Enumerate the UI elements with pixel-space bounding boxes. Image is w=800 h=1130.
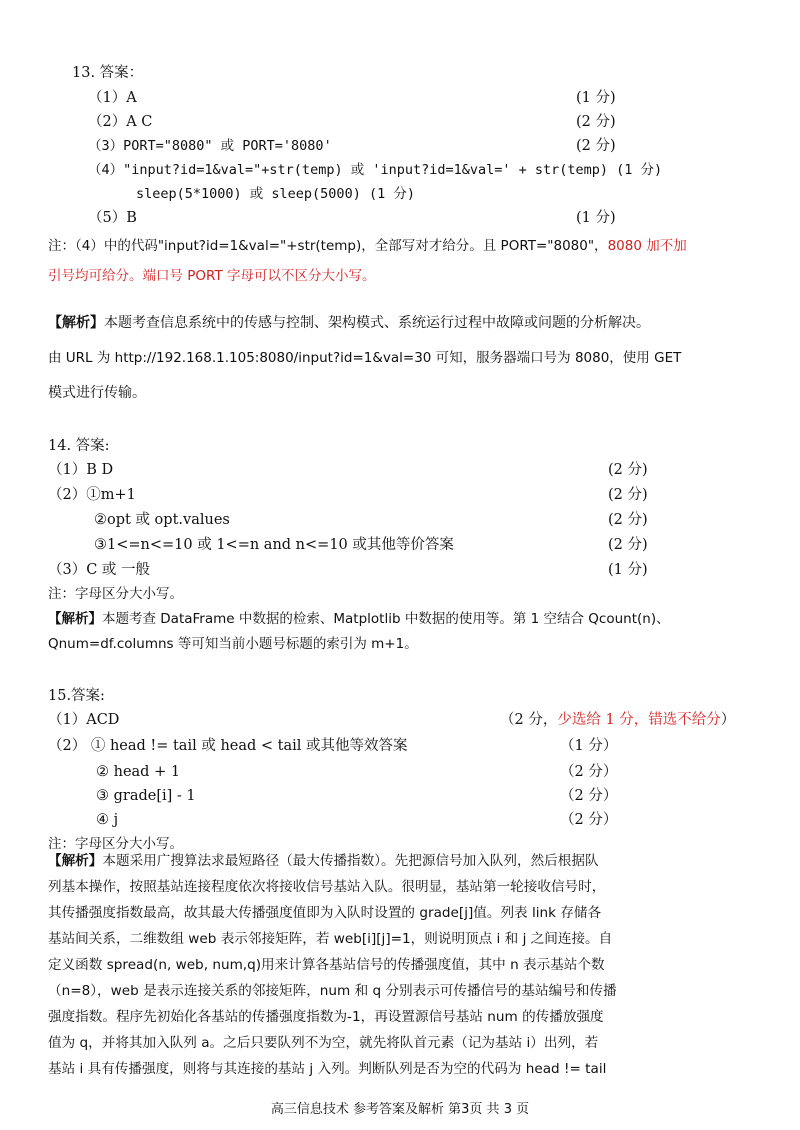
q13-item-3-score: (2 分) bbox=[576, 138, 616, 154]
q15-analysis-line-8: 值为 q，并将其加入队列 a。之后只要队列不为空，就先将队首元素（记为基站 i）出列，若 bbox=[48, 1035, 599, 1051]
q15-analysis-line-7: 强度指数。程序先初始化各基站的传播强度指数为-1，再设置源信号基站 num 的传播放强度 bbox=[48, 1009, 604, 1025]
q13-item-5: （5）B bbox=[88, 210, 137, 226]
q15-analysis-line-9: 基站 i 具有传播强度，则将与其连接的基站 j 入列。判断队列是否为空的代码为 head != tail bbox=[48, 1061, 607, 1077]
q15-item-1-score-c: ） bbox=[720, 712, 736, 728]
q14-item-2-score: (2 分) bbox=[608, 487, 648, 503]
q15-analysis-line-2: 列基本操作，按照基站连接程度依次将接收信号基站入队。很明显，基站第一轮接收信号时， bbox=[48, 879, 606, 895]
q14-item-2c: ③1<=n<=10 或 1<=n and n<=10 或其他等价答案 bbox=[94, 537, 454, 553]
q14-note: 注：字母区分大小写。 bbox=[48, 586, 183, 602]
q14-item-1: （1）B D bbox=[48, 462, 114, 478]
q13-item-4-cont: sleep(5*1000) 或 sleep(5000) (1 分) bbox=[136, 186, 415, 202]
q15-item-2c: ③ grade[i] - 1 bbox=[96, 788, 196, 804]
q14-analysis bbox=[48, 609, 670, 629]
q15-note: 注：字母区分大小写。 bbox=[48, 836, 183, 852]
q13-item-4: （4）"input?id=1&val="+str(temp) 或 'input?id=1&val=' + str(temp) (1 分) bbox=[88, 162, 663, 178]
q15-analysis-line-6: （n=8），web 是表示连接关系的邻接矩阵，num 和 q 分别表示可传播信号的基站编号和传播 bbox=[48, 983, 617, 999]
q15-item-2a: （2） ① head != tail 或 head < tail 或其他等效答案 bbox=[48, 738, 408, 754]
page-footer: 高三信息技术 参考答案及解析 第3页 共 3 页 bbox=[270, 1102, 530, 1117]
q14-title: 14. 答案: bbox=[48, 438, 110, 454]
q15-analysis-line-5: 定义函数 spread(n, web, num,q)用来计算各基站信号的传播强度值，其中 n 表示基站个数 bbox=[48, 957, 605, 973]
q13-item-1: （1）A bbox=[88, 90, 137, 106]
q15-item-1-score bbox=[500, 710, 735, 730]
q15-item-2b-score: （2 分） bbox=[560, 764, 618, 780]
q13-analysis-text: 本题考查信息系统中的传感与控制、架构模式、系统运行过程中故障或问题的分析解决。 bbox=[104, 315, 650, 331]
q13-note-red: 8080 加不加 bbox=[607, 238, 687, 254]
q13-item-3: （3）PORT="8080" 或 PORT='8080' bbox=[88, 138, 332, 154]
q13-note-red-2: 引号均可给分。端口号 PORT 字母可以不区分大小写。 bbox=[48, 268, 376, 284]
q14-analysis-2: Qnum=df.columns 等可知当前小题号标题的索引为 m+1。 bbox=[48, 636, 418, 652]
q15-item-1: （1）ACD bbox=[48, 712, 120, 728]
q15-item-2a-score: （1 分） bbox=[560, 738, 618, 754]
q13-analysis-2: 由 URL 为 http://192.168.1.105:8080/input?id=1&val=30 可知，服务器端口号为 8080，使用 GET bbox=[48, 350, 682, 366]
q13-item-5-score: (1 分) bbox=[576, 210, 616, 226]
q14-analysis-tag: 【解析】 bbox=[48, 611, 102, 627]
q13-title: 13. 答案： bbox=[72, 65, 144, 81]
q14-analysis-text: 本题考查 DataFrame 中数据的检索、Matplotlib 中数据的使用等。第 1 空结合 Qcount(n)、 bbox=[102, 611, 670, 627]
q15-item-2c-score: （2 分） bbox=[560, 788, 618, 804]
q15-analysis bbox=[48, 848, 752, 1082]
q15-analysis-tag: 【解析】 bbox=[48, 853, 103, 869]
q13-item-2: （2）A C bbox=[88, 114, 153, 130]
q13-note-text: 注：（4）中的代码"input?id=1&val="+str(temp)，全部写对才给分。且 PORT="8080"， bbox=[48, 238, 608, 254]
q15-item-2d: ④ j bbox=[96, 812, 119, 828]
q15-analysis-line-1 bbox=[48, 848, 752, 874]
q14-item-3-score: (1 分) bbox=[608, 562, 648, 578]
q13-item-2-score: (2 分) bbox=[576, 114, 616, 130]
q15-item-1-score-red: 少选给 1 分，错选不给分 bbox=[557, 712, 721, 728]
q15-title: 15.答案: bbox=[48, 688, 105, 704]
q15-item-1-score-a: （2 分， bbox=[500, 712, 558, 728]
q13-analysis-3: 模式进行传输。 bbox=[48, 385, 146, 401]
q13-note bbox=[48, 236, 687, 256]
q14-item-2b: ②opt 或 opt.values bbox=[94, 512, 230, 528]
q14-item-3: （3）C 或 一般 bbox=[48, 562, 151, 578]
q14-item-2b-score: (2 分) bbox=[608, 512, 648, 528]
q15-analysis-line-3: 其传播强度指数最高，故其最大传播强度值即为入队时设置的 grade[j]值。列表 link 存储各 bbox=[48, 905, 602, 921]
q15-analysis-line-1-text: 本题采用广搜算法求最短路径（最大传播指数）。先把源信号加入队列，然后根据队 bbox=[102, 853, 599, 869]
q13-analysis-tag: 【解析】 bbox=[48, 315, 104, 331]
q15-analysis-line-4: 基站间关系，二维数组 web 表示邻接矩阵，若 web[i][j]=1，则说明顶点 i 和 j 之间连接。自 bbox=[48, 931, 613, 947]
q15-item-2d-score: （2 分） bbox=[560, 812, 618, 828]
q13-analysis bbox=[48, 313, 650, 333]
q14-item-2c-score: (2 分) bbox=[608, 537, 648, 553]
q14-item-1-score: (2 分) bbox=[608, 462, 648, 478]
q14-item-2: （2）①m+1 bbox=[48, 487, 136, 503]
q13-item-1-score: (1 分) bbox=[576, 90, 616, 106]
q15-item-2b: ② head + 1 bbox=[96, 764, 181, 780]
